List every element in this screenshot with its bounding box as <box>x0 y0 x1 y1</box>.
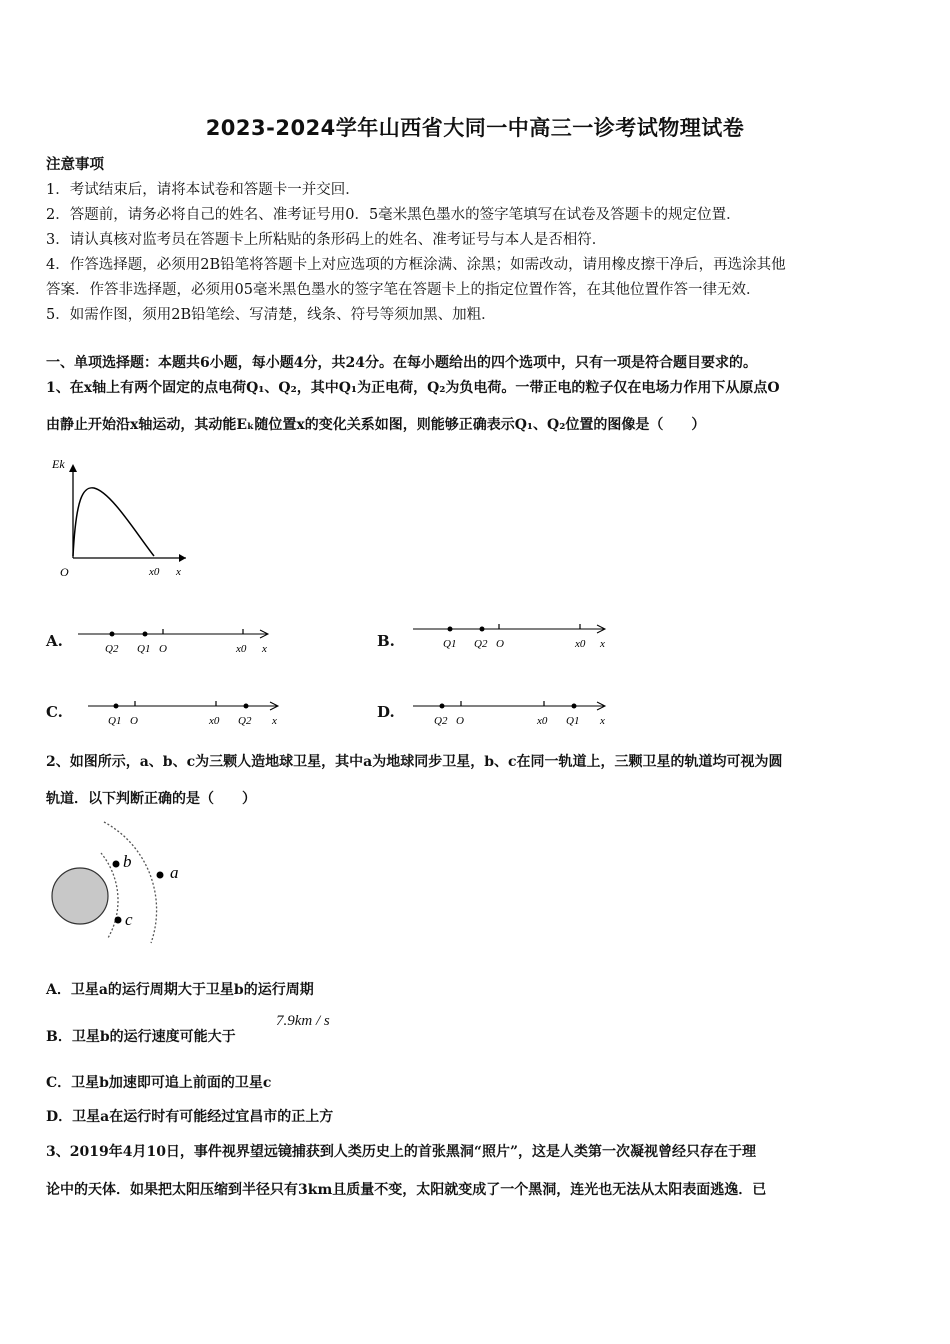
note-item-4-cont: 答案．作答非选择题，必须用05毫米黑色墨水的签字笔在答题卡上的指定位置作答，在其他位置作答一律无效． <box>46 282 761 298</box>
q2-line-1: 2、如图所示，a、b、c为三颗人造地球卫星，其中a为地球同步卫星，b、c在同一轨道上，三颗卫星的轨道均可视为圆 <box>46 754 783 770</box>
svg-text:Q2: Q2 <box>105 643 119 655</box>
svg-text:x: x <box>600 715 605 727</box>
svg-text:b: b <box>123 852 132 871</box>
q1-option-b-line[interactable] <box>405 615 615 655</box>
q2-option-b[interactable]: B．卫星b的运行速度可能大于 <box>46 1029 236 1045</box>
q1-point <box>143 632 148 637</box>
y-label: Ek <box>52 457 65 471</box>
svg-text:x0: x0 <box>209 715 220 727</box>
svg-text:O: O <box>496 638 504 650</box>
svg-text:x: x <box>600 638 605 650</box>
ek-x-graph <box>46 448 196 583</box>
page-title: 2023-2024学年山西省大同一中高三一诊考试物理试卷 <box>205 116 745 140</box>
satellite-b <box>113 861 120 868</box>
svg-text:c: c <box>125 910 133 929</box>
note-item-4: 4．作答选择题，必须用2B铅笔将答题卡上对应选项的方框涂满、涂黑；如需改动，请用橡皮擦干净后，再选涂其他 <box>46 257 786 273</box>
q2-option-d[interactable]: D．卫星a在运行时有可能经过宜昌市的正上方 <box>46 1109 334 1125</box>
q2-point <box>440 704 445 709</box>
q1-option-d-label[interactable]: D. <box>377 703 395 721</box>
note-item-5: 5．如需作图，须用2B铅笔绘、写清楚，线条、符号等须加黑、加粗． <box>46 307 496 323</box>
svg-text:x0: x0 <box>537 715 548 727</box>
q1-option-a-line[interactable] <box>70 620 280 660</box>
q1-option-c-label[interactable]: C. <box>46 703 63 721</box>
svg-text:Q1: Q1 <box>566 715 580 727</box>
svg-text:Q1: Q1 <box>443 638 457 650</box>
svg-text:a: a <box>170 863 179 882</box>
origin-label: O <box>60 565 69 579</box>
svg-text:Q2: Q2 <box>434 715 448 727</box>
q1-option-d-line[interactable] <box>405 692 615 732</box>
x-axis-arrow <box>179 554 186 562</box>
svg-text:Q2: Q2 <box>474 638 488 650</box>
svg-text:x0: x0 <box>575 638 586 650</box>
satellite-a <box>157 872 164 879</box>
note-item-1: 1．考试结束后，请将本试卷和答题卡一并交回． <box>46 182 360 198</box>
earth <box>52 868 108 924</box>
q2-option-a[interactable]: A．卫星a的运行周期大于卫星b的运行周期 <box>46 982 314 998</box>
svg-text:O: O <box>159 643 167 655</box>
section-heading: 一、单项选择题：本题共6小题，每小题4分，共24分。在每小题给出的四个选项中，只有一项是符合题目要求的。 <box>46 355 757 371</box>
svg-text:O: O <box>456 715 464 727</box>
q1-option-b-label[interactable]: B. <box>377 632 395 650</box>
q3-line-2: 论中的天体．如果把太阳压缩到半径只有3km且质量不变，太阳就变成了一个黑洞，连光也无法从太阳表面逃逸．已 <box>46 1182 767 1198</box>
x0-label: x0 <box>149 566 160 578</box>
note-item-3: 3．请认真核对监考员在答题卡上所粘贴的条形码上的姓名、准考证号与本人是否相符． <box>46 232 607 248</box>
svg-text:x0: x0 <box>236 643 247 655</box>
q1-point <box>572 704 577 709</box>
q1-point <box>114 704 119 709</box>
q2-line-2: 轨道．以下判断正确的是（ ） <box>46 791 256 807</box>
svg-text:Q2: Q2 <box>238 715 252 727</box>
satellite-c <box>115 917 122 924</box>
q2-point <box>110 632 115 637</box>
svg-text:x: x <box>272 715 277 727</box>
q2-option-b-formula: 7.9km / s <box>276 1013 330 1029</box>
q2-option-c[interactable]: C．卫星b加速即可追上前面的卫星c <box>46 1075 272 1091</box>
satellite-orbit-diagram <box>46 818 206 948</box>
q2-point <box>480 627 485 632</box>
q1-option-c-line[interactable] <box>80 692 290 732</box>
q3-line-1: 3、2019年4月10日，事件视界望远镜捕获到人类历史上的首张黑洞“照片”，这是人类第一次凝视曾经只存在于理 <box>46 1144 757 1160</box>
q1-line-2: 由静止开始沿x轴运动，其动能Eₖ随位置x的变化关系如图，则能够正确表示Q₁、Q₂位置的图像是（ ） <box>46 417 706 433</box>
svg-text:O: O <box>130 715 138 727</box>
x-label: x <box>176 566 181 578</box>
q1-line-1: 1、在x轴上有两个固定的点电荷Q₁、Q₂，其中Q₁为正电荷，Q₂为负电荷。一带正电的粒子仅在电场力作用下从原点O <box>46 380 780 396</box>
svg-text:Q1: Q1 <box>108 715 122 727</box>
q1-point <box>448 627 453 632</box>
ek-curve <box>73 488 154 556</box>
note-item-2: 2．答题前，请务必将自己的姓名、准考证号用0．5毫米黑色墨水的签字笔填写在试卷及答题卡的规定位置． <box>46 207 741 223</box>
q2-point <box>244 704 249 709</box>
y-axis-arrow <box>69 464 77 472</box>
svg-text:x: x <box>262 643 267 655</box>
q1-option-a-label[interactable]: A. <box>46 632 63 650</box>
notes-heading: 注意事项 <box>46 156 104 173</box>
svg-text:Q1: Q1 <box>137 643 151 655</box>
